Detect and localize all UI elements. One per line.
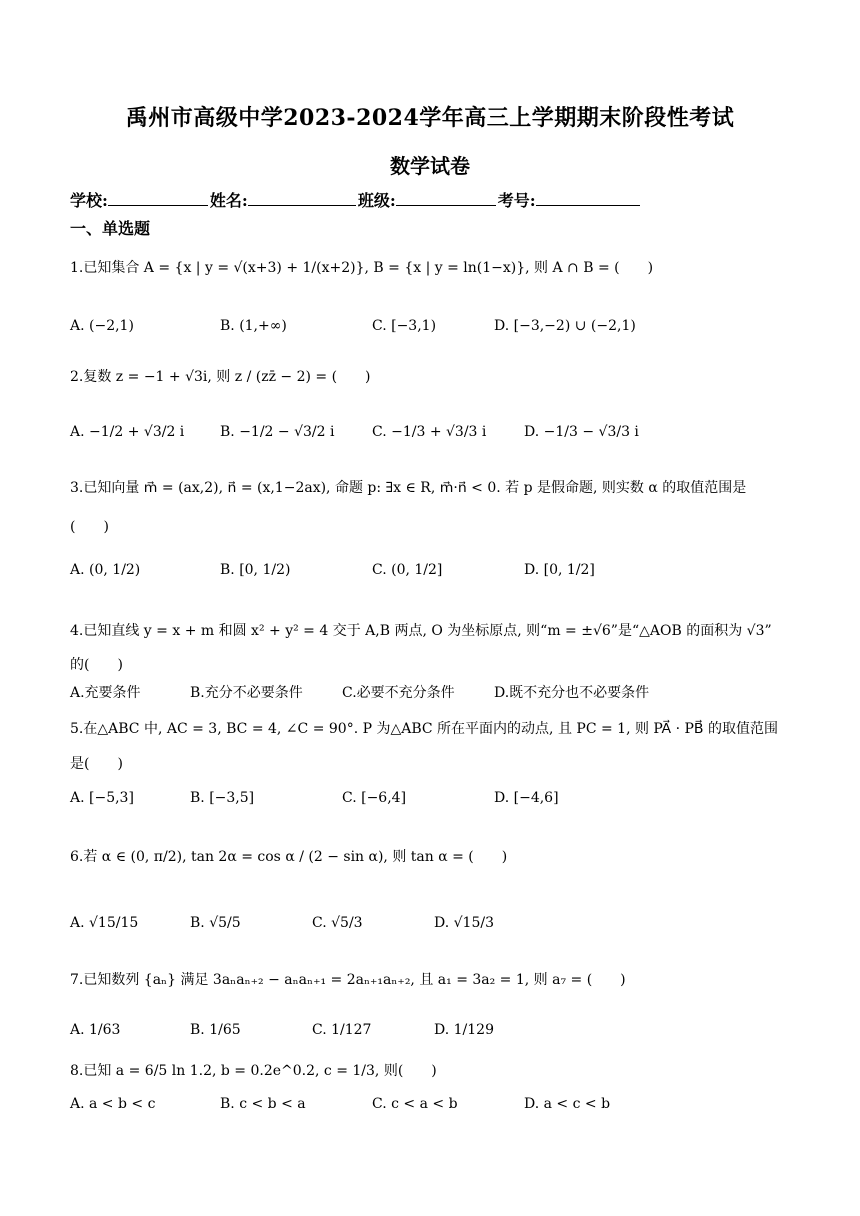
option-a[interactable]: A. −1/2 + √3/2 i <box>70 424 185 440</box>
number-blank[interactable] <box>536 190 640 206</box>
option-a[interactable]: A. 1/63 <box>70 1022 121 1038</box>
exam-title: 禹州市高级中学2023-2024学年高三上学期期末阶段性考试 <box>125 105 735 131</box>
question-stem-continued: 是( ) <box>70 756 123 772</box>
option-c[interactable]: C.必要不充分条件 <box>342 685 455 701</box>
question-stem: 2.复数 z = −1 + √3i, 则 z / (zz̄ − 2) = ( ) <box>70 369 371 385</box>
option-b[interactable]: B.充分不必要条件 <box>190 685 303 701</box>
school-label: 学校: <box>70 191 108 210</box>
number-label: 考号: <box>497 191 536 210</box>
question-3 <box>70 477 746 497</box>
option-b[interactable]: B. [−3,5] <box>190 790 255 806</box>
option-a[interactable]: A. [−5,3] <box>70 790 134 806</box>
question-1 <box>70 257 653 277</box>
exam-subtitle: 数学试卷 <box>390 154 470 178</box>
option-b[interactable]: B. −1/2 − √3/2 i <box>220 424 335 440</box>
section-heading: 一、单选题 <box>70 219 151 238</box>
option-c[interactable]: C. 1/127 <box>312 1022 372 1038</box>
option-c[interactable]: C. [−6,4] <box>342 790 407 806</box>
option-c[interactable]: C. −1/3 + √3/3 i <box>372 424 487 440</box>
option-b[interactable]: B. 1/65 <box>190 1022 241 1038</box>
question-6 <box>70 846 507 866</box>
option-b[interactable]: B. √5/5 <box>190 915 241 931</box>
option-b[interactable]: B. (1,+∞) <box>220 318 287 334</box>
student-info-line <box>70 188 642 211</box>
question-stem-continued: ( ) <box>70 519 109 535</box>
question-2 <box>70 366 371 386</box>
option-d[interactable]: D.既不充分也不必要条件 <box>494 685 650 701</box>
option-d[interactable]: D. −1/3 − √3/3 i <box>524 424 639 440</box>
option-a[interactable]: A. √15/15 <box>70 915 139 931</box>
question-stem: 3.已知向量 m⃗ = (ax,2), n⃗ = (x,1−2ax), 命题 p: ∃x ∈ R, m⃗·n⃗ < 0. 若 p 是假命题, 则实数 α 的取值范围是 <box>70 480 747 496</box>
question-3-continued <box>70 516 109 536</box>
option-d[interactable]: D. 1/129 <box>434 1022 494 1038</box>
option-a[interactable]: A. (0, 1/2) <box>70 562 141 578</box>
question-8 <box>70 1060 437 1080</box>
question-7 <box>70 969 626 989</box>
question-stem-continued: 的( ) <box>70 657 123 673</box>
question-stem: 8.已知 a = 6/5 ln 1.2, b = 0.2e^0.2, c = 1/3, 则( ) <box>70 1063 437 1079</box>
option-b[interactable]: B. c < b < a <box>220 1096 306 1112</box>
option-a[interactable]: A.充要条件 <box>70 685 141 701</box>
question-5 <box>70 718 778 738</box>
option-d[interactable]: D. √15/3 <box>434 915 494 931</box>
option-a[interactable]: A. (−2,1) <box>70 318 134 334</box>
option-b[interactable]: B. [0, 1/2) <box>220 562 291 578</box>
question-stem: 6.若 α ∈ (0, π/2), tan 2α = cos α / (2 − sin α), 则 tan α = ( ) <box>70 849 508 865</box>
option-d[interactable]: D. [−4,6] <box>494 790 559 806</box>
option-d[interactable]: D. [0, 1/2] <box>524 562 595 578</box>
option-c[interactable]: C. [−3,1) <box>372 318 437 334</box>
option-c[interactable]: C. (0, 1/2] <box>372 562 443 578</box>
question-5-continued <box>70 753 123 773</box>
class-label: 班级: <box>357 191 396 210</box>
option-d[interactable]: D. [−3,−2) ∪ (−2,1) <box>494 318 636 334</box>
name-label: 姓名: <box>209 191 248 210</box>
class-blank[interactable] <box>396 190 496 206</box>
question-stem: 7.已知数列 {aₙ} 满足 3aₙaₙ₊₂ − aₙaₙ₊₁ = 2aₙ₊₁aₙ₊₂, 且 a₁ = 3a₂ = 1, 则 a₇ = ( ) <box>70 972 626 988</box>
question-4 <box>70 620 772 640</box>
option-d[interactable]: D. a < c < b <box>524 1096 611 1112</box>
option-a[interactable]: A. a < b < c <box>70 1096 156 1112</box>
question-stem: 5.在△ABC 中, AC = 3, BC = 4, ∠C = 90°. P 为△ABC 所在平面内的动点, 且 PC = 1, 则 PA⃗ · PB⃗ 的取值范围 <box>70 721 778 737</box>
question-4-continued <box>70 654 123 674</box>
name-blank[interactable] <box>248 190 356 206</box>
question-stem: 4.已知直线 y = x + m 和圆 x² + y² = 4 交于 A,B 两点, O 为坐标原点, 则“m = ±√6”是“△AOB 的面积为 √3” <box>70 623 772 639</box>
option-c[interactable]: C. √5/3 <box>312 915 363 931</box>
question-stem: 1.已知集合 A = {x | y = √(x+3) + 1/(x+2)}, B = {x | y = ln(1−x)}, 则 A ∩ B = ( ) <box>70 260 654 276</box>
school-blank[interactable] <box>108 190 208 206</box>
option-c[interactable]: C. c < a < b <box>372 1096 458 1112</box>
